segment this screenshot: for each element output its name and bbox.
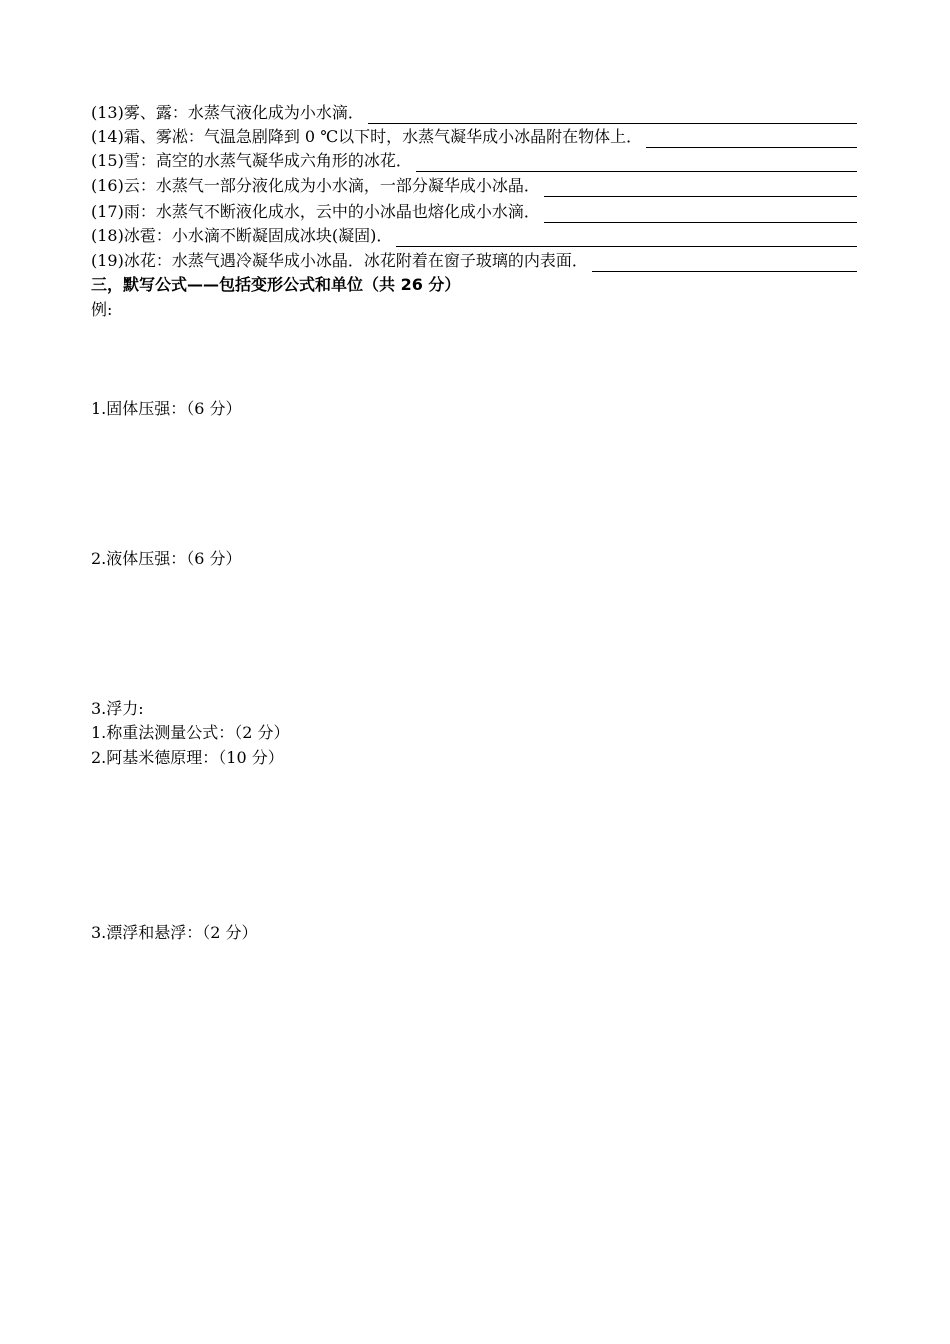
fill-item-text: (13)雾、露：水蒸气液化成为小水滴．	[91, 103, 364, 122]
fill-item-18	[91, 223, 857, 247]
fill-item-16	[91, 173, 857, 197]
answer-blank[interactable]	[368, 105, 857, 124]
section-heading: 三，默写公式——包括变形公式和单位（共 26 分）	[91, 275, 461, 294]
fill-item-19	[91, 248, 857, 272]
fill-item-text: (15)雪：高空的水蒸气凝华成六角形的冰花．	[91, 151, 412, 170]
question-liquid-pressure: 2.液体压强：（6 分）	[91, 549, 242, 568]
question-archimedes: 2.阿基米德原理：（10 分）	[91, 748, 284, 767]
question-weighing-method: 1.称重法测量公式：（2 分）	[91, 723, 290, 742]
fill-item-text: (14)霜、雾凇：气温急剧降到 0 ℃以下时，水蒸气凝华成小冰晶附在物体上．	[91, 127, 643, 146]
example-label: 例:	[91, 300, 113, 319]
answer-blank[interactable]	[592, 253, 857, 272]
fill-item-17	[91, 199, 857, 223]
answer-blank[interactable]	[544, 178, 857, 197]
question-floating-suspending: 3.漂浮和悬浮：（2 分）	[91, 923, 258, 942]
fill-item-14	[91, 124, 857, 148]
fill-item-15	[91, 148, 857, 172]
answer-blank[interactable]	[544, 204, 857, 223]
fill-item-13	[91, 100, 857, 124]
fill-item-text: (17)雨：水蒸气不断液化成水，云中的小冰晶也熔化成小水滴．	[91, 202, 540, 221]
fill-item-text: (19)冰花：水蒸气遇冷凝华成小冰晶．冰花附着在窗子玻璃的内表面．	[91, 251, 588, 270]
answer-blank[interactable]	[396, 228, 857, 247]
answer-blank[interactable]	[646, 129, 857, 148]
fill-item-text: (18)冰雹：小水滴不断凝固成冰块(凝固)．	[91, 226, 393, 245]
question-solid-pressure: 1.固体压强：（6 分）	[91, 399, 242, 418]
question-buoyancy: 3.浮力:	[91, 699, 144, 718]
answer-blank[interactable]	[416, 153, 857, 172]
fill-item-text: (16)云：水蒸气一部分液化成为小水滴，一部分凝华成小冰晶．	[91, 176, 540, 195]
